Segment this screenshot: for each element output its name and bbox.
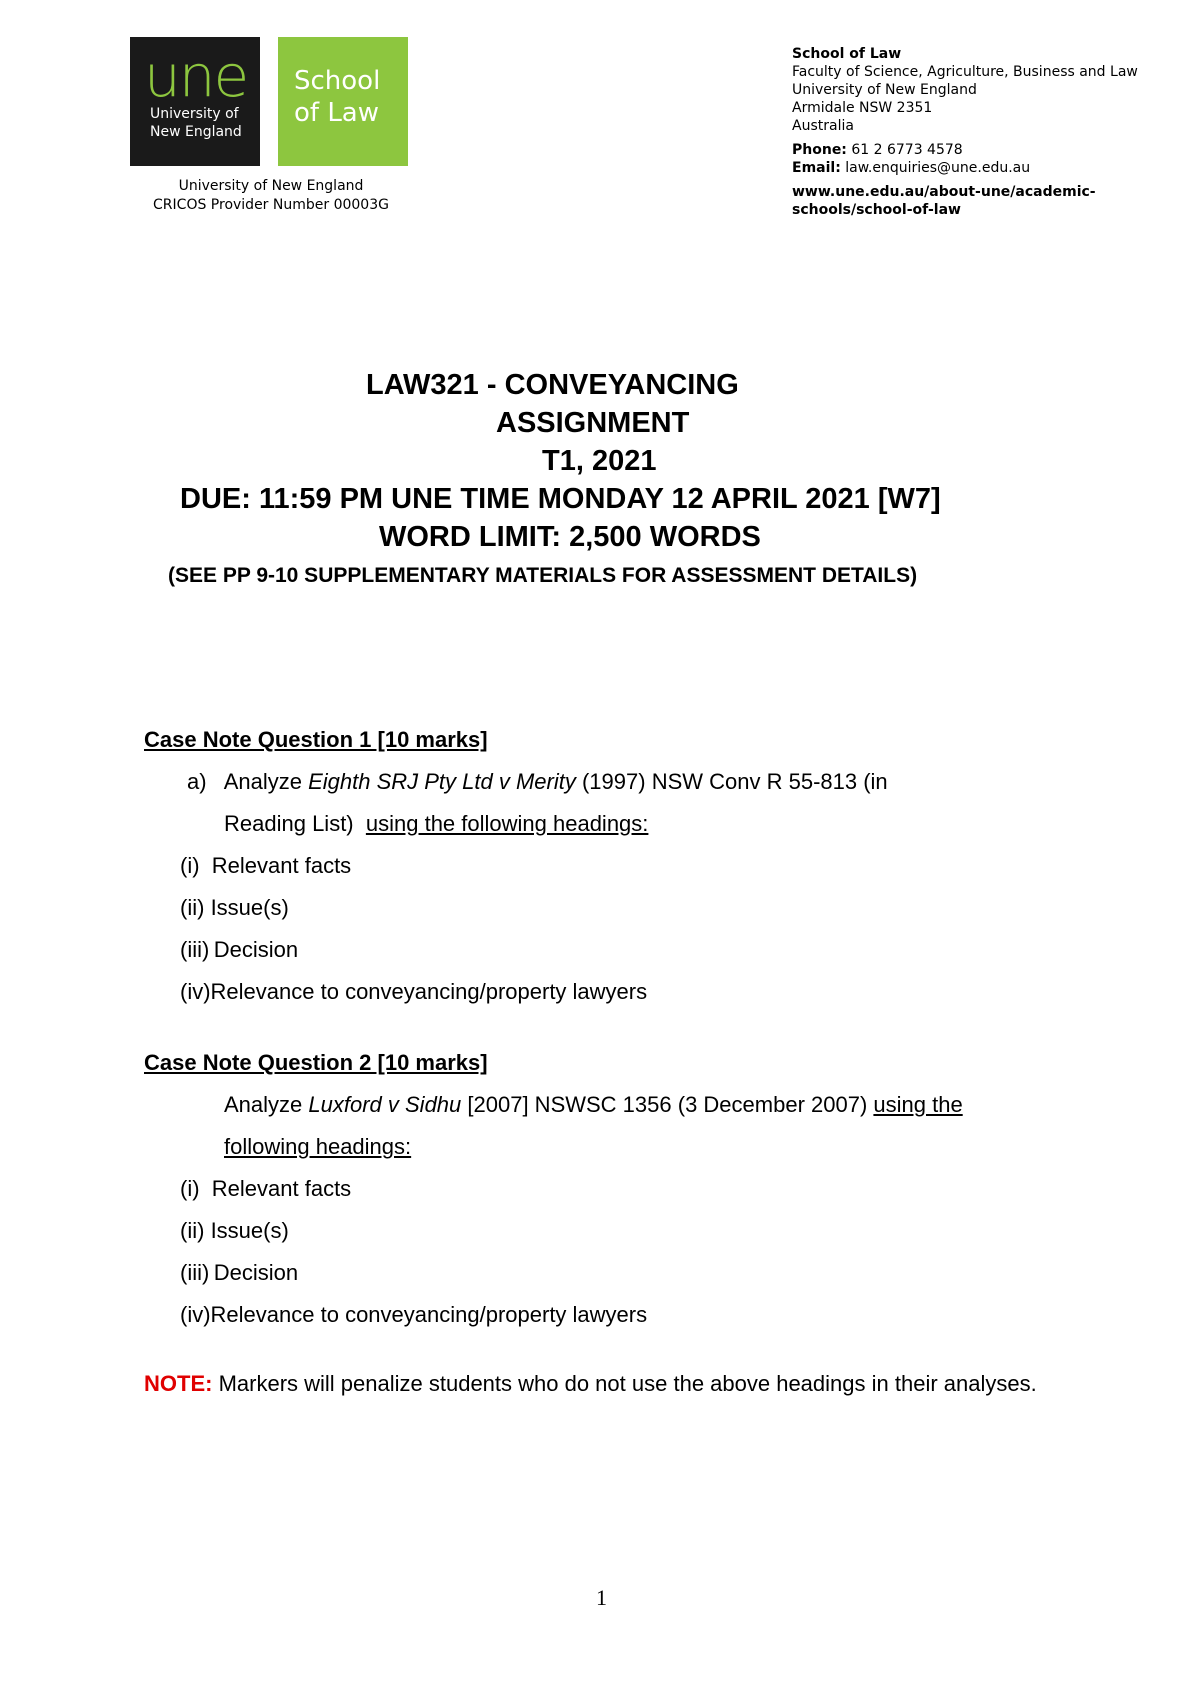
university-info bbox=[130, 177, 412, 215]
term-label: T1, 2021 bbox=[542, 445, 657, 477]
email-link[interactable]: law.enquiries@une.edu.au bbox=[845, 160, 1031, 176]
q2-item: (iv)Relevance to conveyancing/property lawyers bbox=[180, 1302, 648, 1327]
q1-item: (i) Relevant facts bbox=[180, 853, 352, 878]
marking-note bbox=[144, 1370, 1044, 1398]
q1-line-2: Reading List) using the following headings: bbox=[224, 811, 649, 836]
q2-case-name: Luxford v Sidhu bbox=[308, 1092, 462, 1117]
q1-line-1: a) Analyze Eighth SRJ Pty Ltd v Merity (1997) NSW Conv R 55-813 (in bbox=[187, 769, 888, 794]
school-name: School of Law bbox=[792, 46, 902, 62]
course-title: LAW321 - CONVEYANCING bbox=[366, 369, 739, 401]
q1-item: (iv)Relevance to conveyancing/property lawyers bbox=[180, 979, 648, 1004]
contact-block bbox=[792, 45, 1138, 219]
q1-item: (ii) Issue(s) bbox=[180, 895, 289, 920]
cricos-number: CRICOS Provider Number 00003G bbox=[153, 197, 389, 213]
word-limit: WORD LIMIT: 2,500 WORDS bbox=[379, 521, 761, 553]
note-label: NOTE: bbox=[144, 1371, 213, 1396]
q1-item: (iii) Decision bbox=[180, 937, 299, 962]
q2-heading: Case Note Question 2 [10 marks] bbox=[144, 1050, 488, 1075]
email-line: Email: law.enquiries@une.edu.au bbox=[792, 160, 1031, 176]
note-text: Markers will penalize students who do not use the above headings in their analyses. bbox=[212, 1371, 1037, 1396]
faculty-name: Faculty of Science, Agriculture, Business and Law bbox=[792, 64, 1138, 80]
phone-line: Phone: 61 2 6773 4578 bbox=[792, 142, 963, 158]
phone-number: 61 2 6773 4578 bbox=[851, 142, 963, 158]
website-link[interactable]: www.une.edu.au/about-une/academic- schools/school-of-law bbox=[792, 184, 1096, 218]
address-line: Armidale NSW 2351 bbox=[792, 100, 933, 116]
due-date: DUE: 11:59 PM UNE TIME MONDAY 12 APRIL 2021 [W7] bbox=[180, 483, 941, 515]
page-number: 1 bbox=[596, 1585, 607, 1610]
assessment-details-note: (SEE PP 9-10 SUPPLEMENTARY MATERIALS FOR ASSESSMENT DETAILS) bbox=[168, 564, 918, 587]
une-logo-word: une bbox=[144, 42, 248, 110]
q1-heading: Case Note Question 1 [10 marks] bbox=[144, 727, 488, 752]
school-of-law-logo-text: School of Law bbox=[294, 66, 381, 128]
q2-item: (i) Relevant facts bbox=[180, 1176, 352, 1201]
q2-line-2: following headings: bbox=[224, 1134, 412, 1159]
university-line: University of New England bbox=[792, 82, 977, 98]
school-of-law-logo bbox=[278, 37, 408, 166]
une-logo-subtitle: University of New England bbox=[150, 106, 242, 140]
q2-item: (iii) Decision bbox=[180, 1260, 299, 1285]
university-name: University of New England bbox=[178, 178, 364, 194]
q2-line-1: Analyze Luxford v Sidhu [2007] NSWSC 1356 (3 December 2007) using the bbox=[224, 1092, 963, 1117]
q2-item: (ii) Issue(s) bbox=[180, 1218, 289, 1243]
country-line: Australia bbox=[792, 118, 854, 134]
une-logo bbox=[130, 37, 260, 166]
q1-case-name: Eighth SRJ Pty Ltd v Merity bbox=[308, 769, 576, 794]
assignment-label: ASSIGNMENT bbox=[496, 407, 690, 439]
